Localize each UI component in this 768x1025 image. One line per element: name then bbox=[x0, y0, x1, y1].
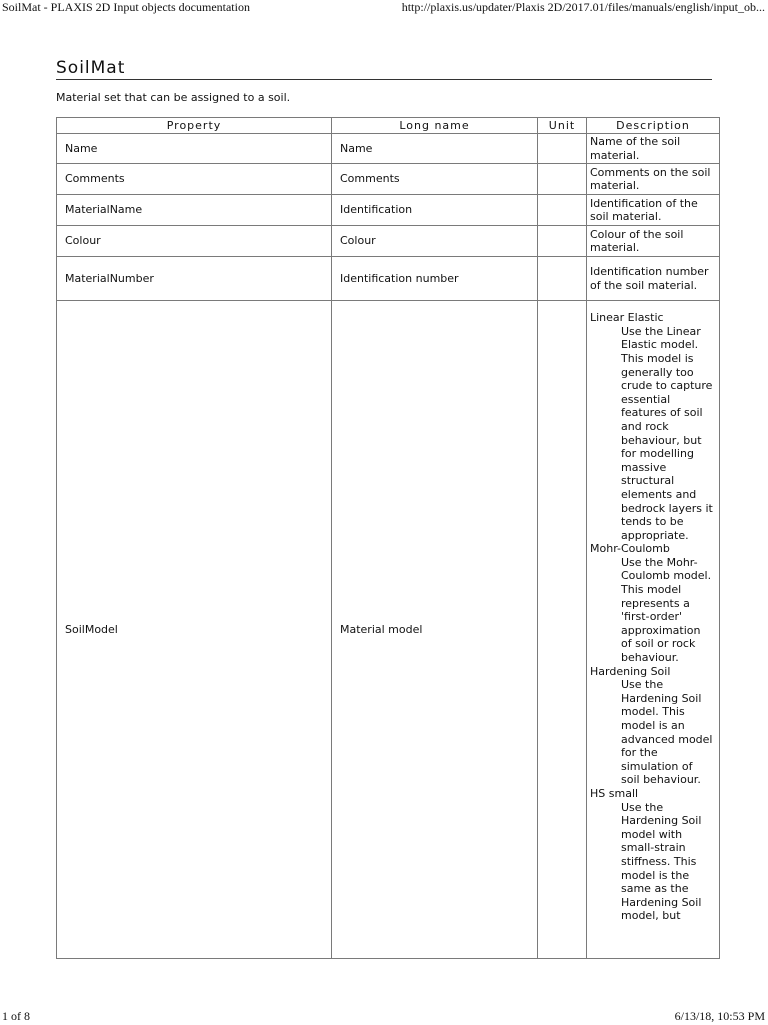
header-description: Description bbox=[587, 118, 720, 134]
model-definition: Use the Hardening Soil model. This model is an advanced model for the simulation of soil behaviour. bbox=[621, 678, 713, 787]
table-row bbox=[57, 301, 720, 959]
model-term: Linear Elastic bbox=[590, 311, 664, 325]
property-cell: Comments bbox=[57, 164, 332, 195]
unit-cell bbox=[538, 257, 587, 301]
table-row bbox=[57, 134, 720, 164]
model-definition: Use the Linear Elastic model. This model is generally too crude to capture essential features of soil and rock behaviour, but for modelling massive structural elements and bedrock layers it tends to be appropriate. bbox=[621, 324, 713, 542]
long-name-cell bbox=[332, 301, 538, 959]
long-name-value: Material model bbox=[340, 622, 423, 636]
table-row bbox=[57, 226, 720, 257]
unit-cell bbox=[538, 226, 587, 257]
model-definition: Use the Mohr-Coulomb model. This model represents a 'first-order' approximation of soil or rock behaviour. bbox=[621, 555, 712, 665]
model-list bbox=[590, 302, 713, 923]
property-cell: MaterialName bbox=[57, 195, 332, 226]
model-definition: Use the Hardening Soil model with small-strain stiffness. This model is the same as the Hardening Soil model, but bbox=[621, 800, 702, 923]
long-name-cell: Comments bbox=[332, 164, 538, 195]
print-timestamp: 6/13/18, 10:53 PM bbox=[674, 1009, 765, 1023]
unit-cell bbox=[538, 164, 587, 195]
table-row bbox=[57, 195, 720, 226]
table-header-row bbox=[57, 118, 720, 134]
long-name-cell: Identification number bbox=[332, 257, 538, 301]
page-title: SoilMat bbox=[56, 58, 712, 80]
property-cell: Colour bbox=[57, 226, 332, 257]
model-term: Mohr-Coulomb bbox=[590, 542, 670, 556]
header-property: Property bbox=[57, 118, 332, 134]
unit-cell bbox=[538, 134, 587, 164]
header-unit: Unit bbox=[538, 118, 587, 134]
description-cell: Name of the soil material. bbox=[587, 134, 720, 164]
property-cell: Name bbox=[57, 134, 332, 164]
table-row bbox=[57, 164, 720, 195]
model-term: HS small bbox=[590, 786, 639, 800]
page-count: 1 of 8 bbox=[2, 1009, 30, 1023]
intro-text: Material set that can be assigned to a soil. bbox=[56, 91, 291, 104]
print-footer bbox=[0, 1009, 768, 1025]
model-term: Hardening Soil bbox=[590, 664, 671, 678]
long-name-cell: Colour bbox=[332, 226, 538, 257]
description-cell: Identification number of the soil material. bbox=[587, 257, 720, 301]
property-cell: MaterialNumber bbox=[57, 257, 332, 301]
unit-cell bbox=[538, 195, 587, 226]
document-url: http://plaxis.us/updater/Plaxis 2D/2017.01/files/manuals/english/input_ob... bbox=[401, 0, 765, 14]
description-cell: Identification of the soil material. bbox=[587, 195, 720, 226]
long-name-cell: Name bbox=[332, 134, 538, 164]
header-long-name: Long name bbox=[332, 118, 538, 134]
unit-cell bbox=[538, 301, 587, 959]
print-header bbox=[0, 0, 768, 16]
long-name-cell: Identification bbox=[332, 195, 538, 226]
document-title: SoilMat - PLAXIS 2D Input objects documentation bbox=[2, 0, 250, 14]
property-value: SoilModel bbox=[65, 622, 118, 636]
property-cell bbox=[57, 301, 332, 959]
description-cell: Colour of the soil material. bbox=[587, 226, 720, 257]
description-cell bbox=[587, 301, 720, 959]
properties-table bbox=[56, 117, 720, 959]
description-cell: Comments on the soil material. bbox=[587, 164, 720, 195]
table-row bbox=[57, 257, 720, 301]
